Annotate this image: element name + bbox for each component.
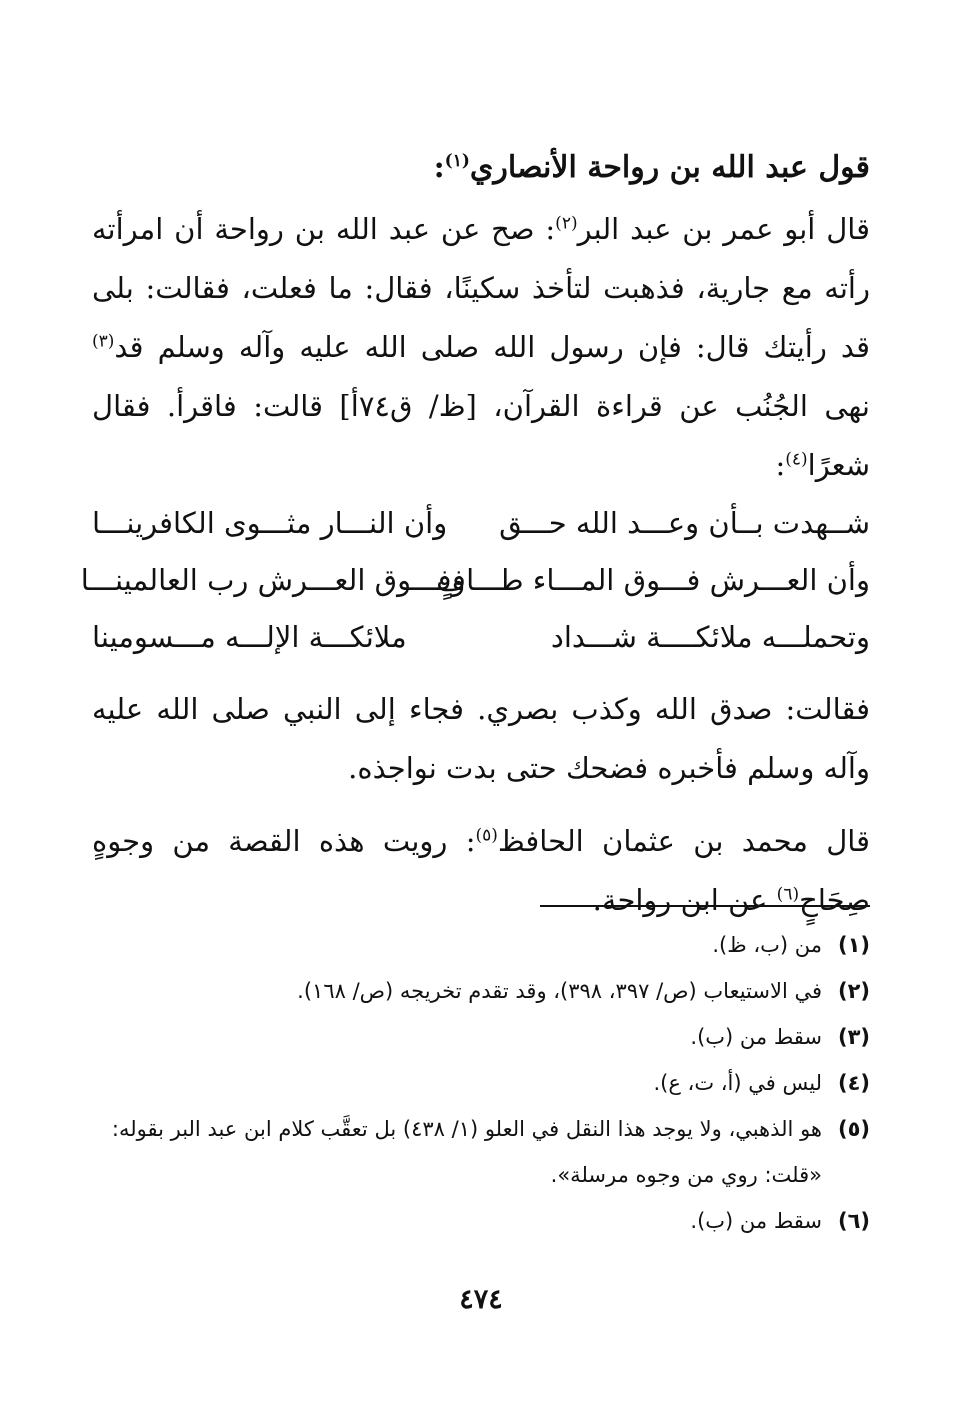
paragraph-text: قال أبو عمر بن عبد البر xyxy=(577,212,871,246)
footnote-number: (٢) xyxy=(837,979,870,1003)
paragraph-text: قال محمد بن عثمان الحافظ xyxy=(497,824,870,858)
footnote-text: سقط من (ب). xyxy=(690,1025,822,1049)
paragraph-text: نهى الجُنُب عن قراءة القرآن، [ظ/ ق٧٤أ] قالت: فاقرأ. فقال شعرًا xyxy=(92,389,870,482)
footnote-marker: (١) xyxy=(444,151,470,171)
footnote xyxy=(90,968,870,1014)
footnote-marker: (٣) xyxy=(92,331,115,352)
paragraph-al-hafiz xyxy=(92,812,870,930)
footnote-number: (٤) xyxy=(837,1071,870,1095)
footnote-text: سقط من (ب). xyxy=(690,1209,822,1233)
footnote-number: (٥) xyxy=(837,1117,870,1141)
verse-second-hemistich: ملائكـــة الإلـــه مـــسومينا xyxy=(92,620,407,654)
footnote-text: ليس في (أ، ت، ع). xyxy=(653,1071,822,1095)
footnote-text: في الاستيعاب (ص/ ٣٩٧، ٣٩٨)، وقد تقدم تخريجه (ص/ ١٦٨). xyxy=(297,979,822,1003)
footnote xyxy=(90,1106,870,1198)
footnote-text: من (ب، ظ). xyxy=(712,933,822,957)
poem-verse xyxy=(80,552,870,609)
paragraph-text: عن ابن رواحة. xyxy=(592,883,777,917)
paragraph-ibn-abd-al-barr xyxy=(92,200,870,495)
heading-colon: : xyxy=(433,150,445,185)
paragraph-she-said: فقالت: صدق الله وكذب بصري. فجاء إلى النبي صلى الله عليه وآله وسلم فأخبره فضحك حتى بدت نواجذه. xyxy=(92,692,870,785)
footnote-marker: (٥) xyxy=(475,825,498,846)
page-number: ٤٧٤ xyxy=(459,1284,503,1315)
poem-verse xyxy=(92,495,870,552)
heading-text: قول عبد الله بن رواحة الأنصاري xyxy=(469,150,870,185)
verse-first-hemistich: وتحملـــه ملائكــــة شـــداد xyxy=(550,620,870,654)
footnote-number: (٣) xyxy=(837,1025,870,1049)
verse-second-hemistich: وأن النـــار مثـــوى الكافرينـــا xyxy=(92,506,448,540)
footnote xyxy=(90,1014,870,1060)
footnote-divider xyxy=(540,905,870,907)
poem xyxy=(80,495,870,666)
footnote-number: (١) xyxy=(837,933,870,957)
paragraph-text: : xyxy=(775,448,786,482)
footnote xyxy=(90,922,870,968)
paragraph-text: : صح عن عبد الله بن رواحة أن امرأته رأته مع جارية، فذهبت لتأخذ سكينًا، فقال: ما فعلت، فقالت: بلى قد رأيتك قال: فإن رسول الله صلى الله عليه وآله وسلم قد xyxy=(92,212,870,364)
footnote-text: هو الذهبي، ولا يوجد هذا النقل في العلو (١/ ٤٣٨) بل تعقَّب كلام ابن عبد البر بقوله: «قلت: روي من وجوه مرسلة». xyxy=(111,1117,822,1187)
paragraph-text: : رويت هذه القصة من وجوهٍ صِحَاحٍ xyxy=(92,824,870,917)
footnote-marker: (٢) xyxy=(555,213,578,234)
footnote xyxy=(90,1060,870,1106)
footnote xyxy=(90,1198,870,1244)
verse-first-hemistich: وأن العـــرش فـــوق المـــاء طـــافٍ xyxy=(436,563,870,597)
section-heading xyxy=(92,140,870,196)
verse-first-hemistich: شــهدت بــأن وعـــد الله حـــق xyxy=(499,506,870,540)
footnotes xyxy=(90,922,870,1244)
footnote-marker: (٦) xyxy=(776,884,800,905)
verse-second-hemistich: وفـــوق العـــرش رب العالمينـــا xyxy=(80,563,466,597)
main-text xyxy=(80,140,871,930)
footnote-marker: (٤) xyxy=(785,449,808,470)
footnote-number: (٦) xyxy=(837,1209,870,1233)
poem-verse xyxy=(92,609,870,666)
